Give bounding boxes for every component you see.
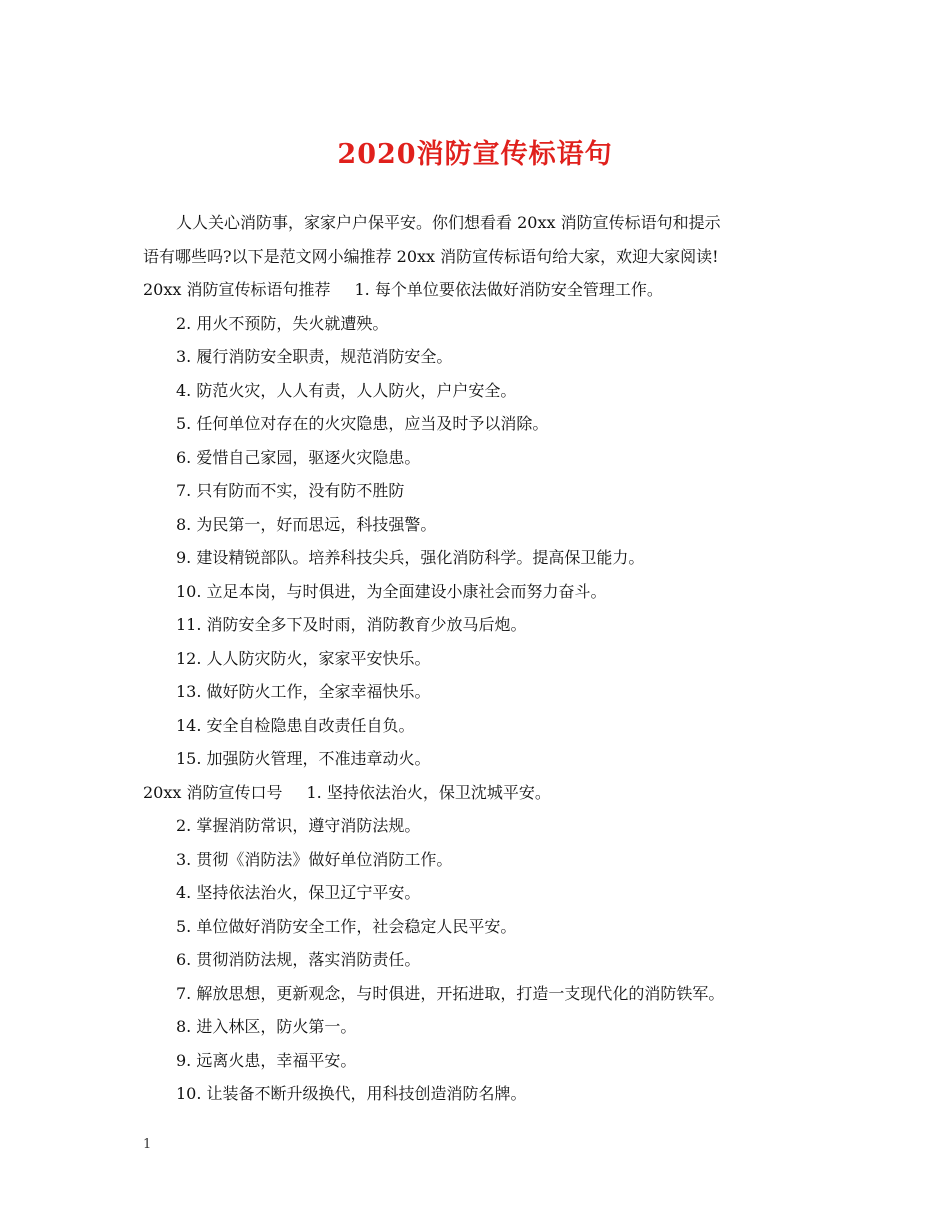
list-item: 8. 进入林区，防火第一。 xyxy=(176,1017,357,1036)
list-item: 14. 安全自检隐患自改责任自负。 xyxy=(176,715,415,735)
list-item: 6. 贯彻消防法规，落实消防责任。 xyxy=(176,950,421,969)
page-number: 1 xyxy=(143,1137,152,1152)
list-item: 4. 坚持依法治火，保卫辽宁平安。 xyxy=(176,883,421,902)
list-item: 5. 单位做好消防安全工作，社会稳定人民平安。 xyxy=(176,916,517,936)
list-item: 7. 只有防而不实，没有防不胜防 xyxy=(176,481,405,500)
list-item: 6. 爱惜自己家园，驱逐火灾隐患。 xyxy=(176,447,421,467)
list-item: 13. 做好防火工作，全家幸福快乐。 xyxy=(176,682,431,701)
list-item: 1. 每个单位要依法做好消防安全管理工作。 xyxy=(354,280,663,299)
list-item: 8. 为民第一，好而思远，科技强警。 xyxy=(176,514,437,534)
list-item: 7. 解放思想，更新观念，与时俱进，开拓进取，打造一支现代化的消防铁军。 xyxy=(176,983,725,1003)
list-item: 15. 加强防火管理，不准违章动火。 xyxy=(176,749,431,768)
list-item: 10. 让装备不断升级换代，用科技创造消防名牌。 xyxy=(176,1084,527,1103)
list-item: 9. 建设精锐部队。培养科技尖兵，强化消防科学。提高保卫能力。 xyxy=(176,548,645,567)
list-item: 5. 任何单位对存在的火灾隐患，应当及时予以消除。 xyxy=(176,414,549,433)
section-heading: 20xx 消防宣传口号 xyxy=(143,782,283,802)
section-heading-row xyxy=(143,273,823,307)
intro-line: 人人关心消防事，家家户户保平安。你们想看看 20xx 消防宣传标语句和提示 xyxy=(176,213,721,232)
list-item: 2. 掌握消防常识，遵守消防法规。 xyxy=(176,816,421,835)
list-item: 3. 贯彻《消防法》做好单位消防工作。 xyxy=(176,849,453,869)
list-item: 11. 消防安全多下及时雨，消防教育少放马后炮。 xyxy=(176,615,527,634)
section-heading: 20xx 消防宣传标语句推荐 xyxy=(143,280,331,299)
page-title: 2020消防宣传标语句 xyxy=(337,139,613,170)
list-item: 3. 履行消防安全职责，规范消防安全。 xyxy=(176,347,453,366)
list-item: 9. 远离火患，幸福平安。 xyxy=(176,1050,357,1070)
list-item: 4. 防范火灾，人人有责，人人防火，户户安全。 xyxy=(176,380,517,400)
section-heading-row xyxy=(143,776,823,810)
list-item: 1. 坚持依法治火，保卫沈城平安。 xyxy=(306,782,551,802)
list-item: 12. 人人防灾防火，家家平安快乐。 xyxy=(176,648,431,668)
list-item: 10. 立足本岗，与时俱进，为全面建设小康社会而努力奋斗。 xyxy=(176,581,607,601)
list-item: 2. 用火不预防，失火就遭殃。 xyxy=(176,313,389,333)
intro-line: 语有哪些吗?以下是范文网小编推荐 20xx 消防宣传标语句给大家，欢迎大家阅读! xyxy=(143,246,719,266)
document-body xyxy=(143,206,823,1111)
